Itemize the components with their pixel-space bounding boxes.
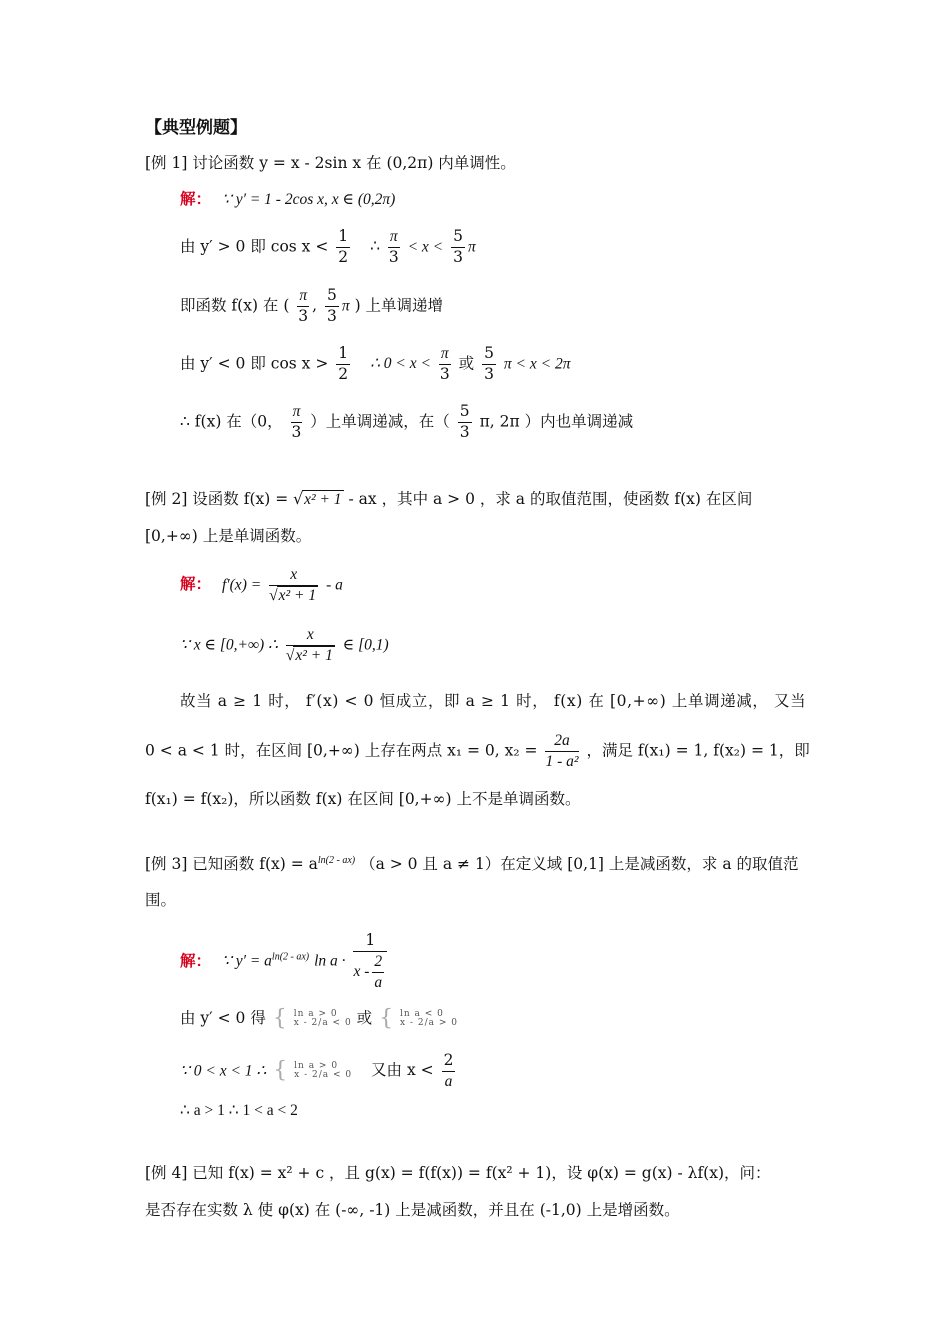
fraction-2a-over-1-minus-a2: $\frac{2a}{\text{1 - a²}}$ xyxy=(545,732,579,770)
fraction-pi-third: $\frac{\pi}{3}$ xyxy=(388,228,399,266)
left-brace-icon: { xyxy=(273,1058,288,1084)
fraction-five-thirds: $\frac{5}{3}$ xyxy=(484,344,494,383)
fraction-one-half: $\frac{1}{2}$ xyxy=(338,227,349,266)
increasing-text-end: ) 上单调递增 xyxy=(354,296,444,315)
interval-text-2: π < x < 2π xyxy=(503,355,571,373)
example-3-solution-line-2: 由 y′ < 0 得 { ln a > 0 x - 2/a < 0 或 { ln a < 0 x - 2/a > 0 xyxy=(180,1006,458,1031)
example-2-stem-line-2: [0,+∞) 上是单调函数。 xyxy=(145,527,312,545)
section-heading: 【典型例题】 xyxy=(145,118,247,138)
left-brace-icon: { xyxy=(379,1006,394,1031)
fraction-x-over-sqrt: $\frac{x}{\text{√x² + 1}}$ xyxy=(269,566,317,604)
example-2-solution-line-4: 0 < a < 1 时，在区间 [0,+∞) 上存在两点 x₁ = 0, x₂ = $\frac{2a}{\text{1 - a²}}$ ，满足 f(x₁) = 1, f(x₂) = 1，即 xyxy=(145,732,810,770)
sqrt-symbol: √ xyxy=(293,490,304,508)
fraction-one-half: $\frac{1}{2}$ xyxy=(338,344,349,383)
fraction-five-thirds: $\frac{5}{3}$ xyxy=(326,286,337,325)
interval-text: ∴ 0 < x < xyxy=(370,355,431,373)
example-2-solution-line-5: f(x₁) = f(x₂)，所以函数 f(x) 在区间 [0,+∞) 上不是单调函数。 xyxy=(145,790,581,808)
example-3-solution-line-3: ∵ 0 < x < 1 ∴ { ln a > 0 x - 2/a < 0 又由 x < $\frac{2}{a}$ xyxy=(180,1051,454,1090)
increasing-text-start: 即函数 f(x) 在 ( xyxy=(180,296,290,315)
example-4-line-1: [例 4] 已知 f(x) = x² + c ，且 g(x) = f(f(x)) = f(x² + 1)，设 φ(x) = g(x) - λf(x)，问： xyxy=(145,1164,771,1182)
example-3-solution-line-1: 解： ∵ $y' = a^{ln(2 - ax)}$ ln a · 1 x - $\frac{2}{a}$ xyxy=(180,932,390,991)
derivative-expression: ∵ y′ = 1 - 2cos x, x ∈ (0,2π) xyxy=(221,191,396,208)
fraction-pi-third: $\frac{\pi}{3}$ xyxy=(291,403,302,441)
example-1-solution-line-2: 由 y′ > 0 即 cos x < $\frac{1}{2}$ ∴ $\frac{\pi}{3}$ < x < $\frac{5}{3}$ π xyxy=(180,227,476,266)
example-2-solution-line-2: ∵ x ∈ [0,+∞) ∴ $\frac{x}{\text{√x² + 1}}$ ∈ [0,1) xyxy=(180,626,389,664)
fraction-x-over-sqrt: $\frac{x}{\text{√x² + 1}}$ xyxy=(285,626,333,664)
fraction-one-over-x-minus-2-over-a: 1 x - $\frac{2}{a}$ xyxy=(353,932,387,991)
fraction-pi-third: $\frac{\pi}{3}$ xyxy=(439,345,450,383)
fraction-pi-third: $\frac{\pi}{3}$ xyxy=(298,287,309,325)
example-3-stem-line-2: 围。 xyxy=(145,891,177,909)
example-4-line-2: 是否存在实数 λ 使 φ(x) 在 (-∞, -1) 上是减函数，并且在 (-1,0) 上是增函数。 xyxy=(145,1201,680,1219)
conclusion-start: ∴ f(x) 在（0， xyxy=(180,412,283,431)
example-2-stem-line-1: [例 2] 设函数 f(x) = √x² + 1 - ax ，其中 a > 0 ，求 a 的取值范围，使函数 f(x) 在区间 xyxy=(145,490,753,508)
example-1-solution-line-5 xyxy=(180,403,633,442)
sqrt-radicand: x² + 1 xyxy=(304,491,342,508)
system-of-inequalities-1: ln a > 0 x - 2/a < 0 xyxy=(294,1060,353,1081)
left-brace-icon: { xyxy=(272,1006,287,1031)
example-1-solution-line-3: 即函数 f(x) 在 ( $\frac{\pi}{3}$ , $\frac{5}{3}$ π ) 上单调递增 xyxy=(180,286,444,325)
condition-text: 由 y′ < 0 即 cos x > xyxy=(180,354,329,373)
solution-label: 解： xyxy=(180,950,212,970)
conclusion-end: π, 2π ）内也单调递减 xyxy=(479,412,634,431)
system-of-inequalities-2: ln a < 0 x - 2/a > 0 xyxy=(400,1008,458,1028)
solution-label: 解： xyxy=(180,189,212,208)
interval-text: < x < xyxy=(407,238,444,256)
example-1-stem: [例 1] 讨论函数 y = x - 2sin x 在 (0,2π) 内单调性。 xyxy=(145,154,516,172)
example-1-solution-line-4 xyxy=(180,345,570,384)
example-1-solution-line-1 xyxy=(180,191,395,208)
condition-text: 由 y′ > 0 即 cos x < xyxy=(180,237,329,256)
fraction-five-thirds: $\frac{5}{3}$ xyxy=(453,227,463,266)
fraction-five-thirds: $\frac{5}{3}$ xyxy=(459,402,470,441)
example-2-solution-line-3: 故当 a ≥ 1 时， f′(x) < 0 恒成立，即 a ≥ 1 时， f(x) 在 [0,+∞) 上单调递减， 又当 xyxy=(180,692,807,710)
system-of-inequalities-1: ln a > 0 x - 2/a < 0 xyxy=(293,1008,352,1028)
therefore-symbol: ∴ xyxy=(370,237,380,256)
example-3-solution-line-4: ∴ a > 1 ∴ 1 < a < 2 xyxy=(180,1102,298,1119)
solution-label: 解： xyxy=(180,574,212,594)
fraction-2-over-a: $\frac{2}{a}$ xyxy=(443,1051,454,1090)
or-text: 或 xyxy=(458,354,475,373)
example-2-solution-line-1: 解： f′(x) = $\frac{x}{\text{√x² + 1}}$ - a xyxy=(180,566,343,604)
conclusion-middle: ）上单调递减，在（ xyxy=(310,412,450,431)
example-3-stem-line-1: [例 3] 已知函数 $f(x) = a^{ln(2 - ax)}$ （a > 0 且 a ≠ 1）在定义域 [0,1] 上是减函数，求 a 的取值范 xyxy=(145,855,799,874)
